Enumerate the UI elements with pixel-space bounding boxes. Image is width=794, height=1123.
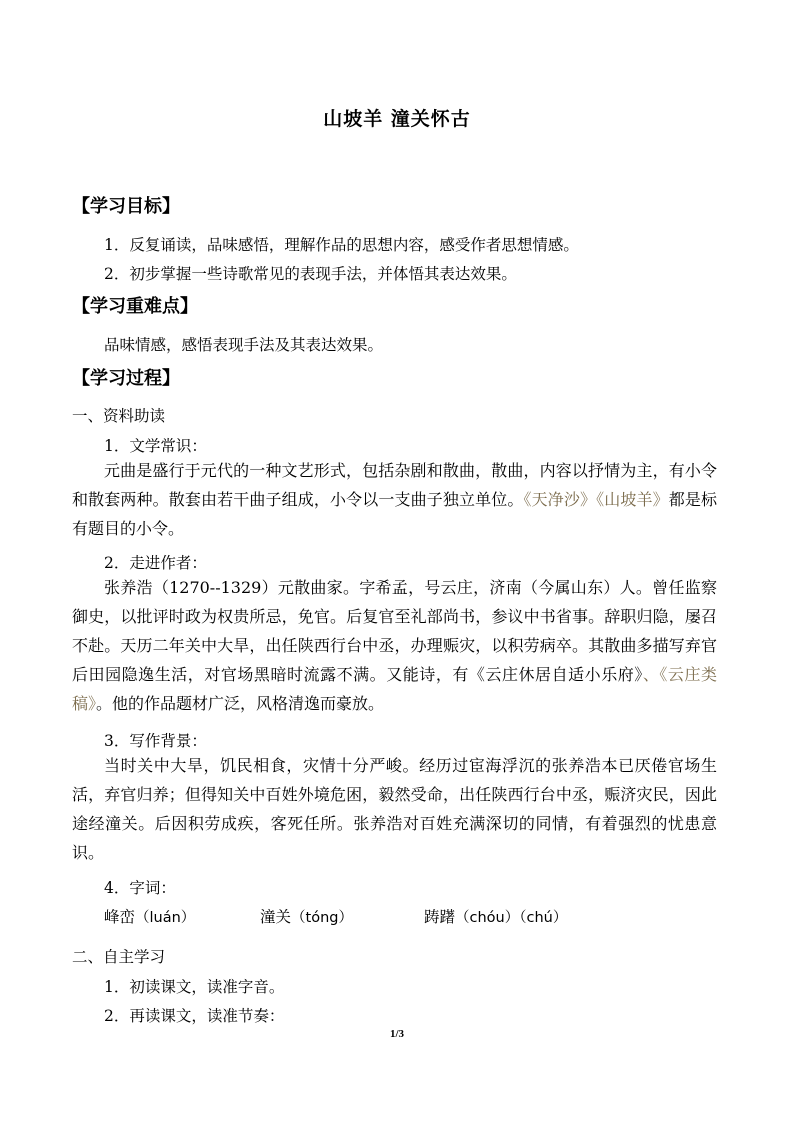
word-char: 踌躇 [424, 908, 456, 926]
part1-item2-label: 2．走进作者： [104, 554, 207, 572]
part1-title: 一、资料助读 [72, 407, 166, 425]
author-paragraph [72, 573, 717, 718]
page-title: 山坡羊 潼关怀古 [323, 108, 471, 130]
part1-item1-label: 1．文学常识： [104, 437, 207, 455]
word-item [424, 905, 567, 927]
part2-item2: 2．再读课文，读准节奏： [104, 1007, 285, 1025]
heading-process: 【学习过程】 [72, 368, 180, 389]
author-text-b: 。他的作品题材广泛，风格清逸而豪放。 [96, 694, 385, 713]
part1-item3-label: 3．写作背景： [104, 732, 207, 750]
goal-item-1: 1．反复诵读，品味感悟，理解作品的思想内容，感受作者思想情感。 [104, 236, 579, 254]
part2-item1: 1．初读课文，读准字音。 [104, 978, 285, 996]
word-item [260, 905, 353, 927]
page-number: 1/3 [389, 1028, 405, 1040]
word-pinyin: （tóng） [291, 910, 353, 926]
word-item [104, 905, 195, 927]
author-text-a: 张养浩（1270--1329）元散曲家。字希孟，号云庄，济南（今属山东）人。曾任监察御史，以批评时政为权贵所忌，免官。后复官至礼部尚书，参议中书省事。辞职归隐，屡召不赴。天历二年关中大旱，出任陕西行台中丞，办理赈灾，以积劳病卒。其散曲多描写弃官后田园隐逸生活，对官场黑暗时流露不满。又能诗，有《云庄休居自适小乐府》 [72, 578, 717, 684]
heading-goals: 【学习目标】 [72, 196, 180, 217]
word-char: 峰峦 [104, 908, 136, 926]
literature-knowledge-paragraph [72, 456, 717, 543]
heading-key-points: 【学习重难点】 [72, 296, 198, 317]
part2-title: 二、自主学习 [72, 948, 166, 966]
word-char: 潼关 [260, 908, 292, 926]
word-pinyin: （chóu）（chú） [455, 910, 568, 926]
word-pinyin: （luán） [135, 910, 196, 926]
literature-quote: 《天净沙》《山坡羊》 [523, 490, 669, 509]
author-quote: 、《云庄类稿》 [72, 665, 717, 713]
key-points-text: 品味情感，感悟表现手法及其表达效果。 [104, 336, 384, 354]
literature-text-b: 都是标有题目的小令。 [72, 490, 717, 538]
background-paragraph: 当时关中大旱，饥民相食，灾情十分严峻。经历过宦海浮沉的张养浩本已厌倦官场生活，弃官归养；但得知关中百姓外境危困，毅然受命，出任陕西行台中丞，赈济灾民，因此途经潼关。后因积劳成疾，客死任所。张养浩对百姓充满深切的同情，有着强烈的忧患意识。 [72, 756, 717, 862]
literature-text-a: 元曲是盛行于元代的一种文艺形式，包括杂剧和散曲，散曲，内容以抒情为主，有小令和散套两种。散套由若干曲子组成，小令以一支曲子独立单位。 [72, 461, 717, 509]
goal-item-2: 2．初步掌握一些诗歌常见的表现手法，并体悟其表达效果。 [104, 265, 517, 283]
part1-item4-label: 4．字词： [104, 879, 176, 897]
